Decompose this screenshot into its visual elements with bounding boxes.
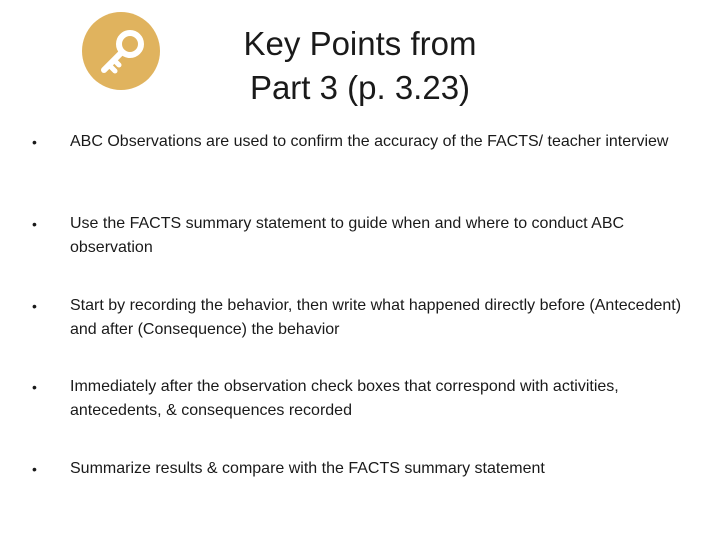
bullet-marker: • <box>32 379 37 395</box>
bullet-text: Start by recording the behavior, then write what happened directly before (Antecedent) and after (Consequence) the behavior <box>70 297 682 338</box>
title-line-2: Part 3 (p. 3.23) <box>249 69 471 106</box>
bullet-item <box>32 375 682 423</box>
title-line-1: Key Points from <box>243 25 477 62</box>
bullet-item <box>32 212 682 260</box>
bullet-text: Summarize results & compare with the FACTS summary statement <box>70 460 545 477</box>
bullet-marker: • <box>32 134 37 150</box>
bullet-text: Immediately after the observation check boxes that correspond with activities, antecedents, & consequences recorded <box>70 378 619 419</box>
bullet-text: Use the FACTS summary statement to guide when and where to conduct ABC observation <box>70 215 625 256</box>
bullet-item <box>32 130 682 154</box>
bullet-text: ABC Observations are used to confirm the accuracy of the FACTS/ teacher interview <box>70 133 669 150</box>
bullet-marker: • <box>32 298 37 314</box>
bullet-item <box>32 294 682 342</box>
bullet-item <box>32 457 682 481</box>
key-icon <box>82 12 160 90</box>
slide-title <box>200 22 520 110</box>
bullet-marker: • <box>32 461 37 477</box>
bullet-marker: • <box>32 216 37 232</box>
key-badge <box>82 12 160 90</box>
